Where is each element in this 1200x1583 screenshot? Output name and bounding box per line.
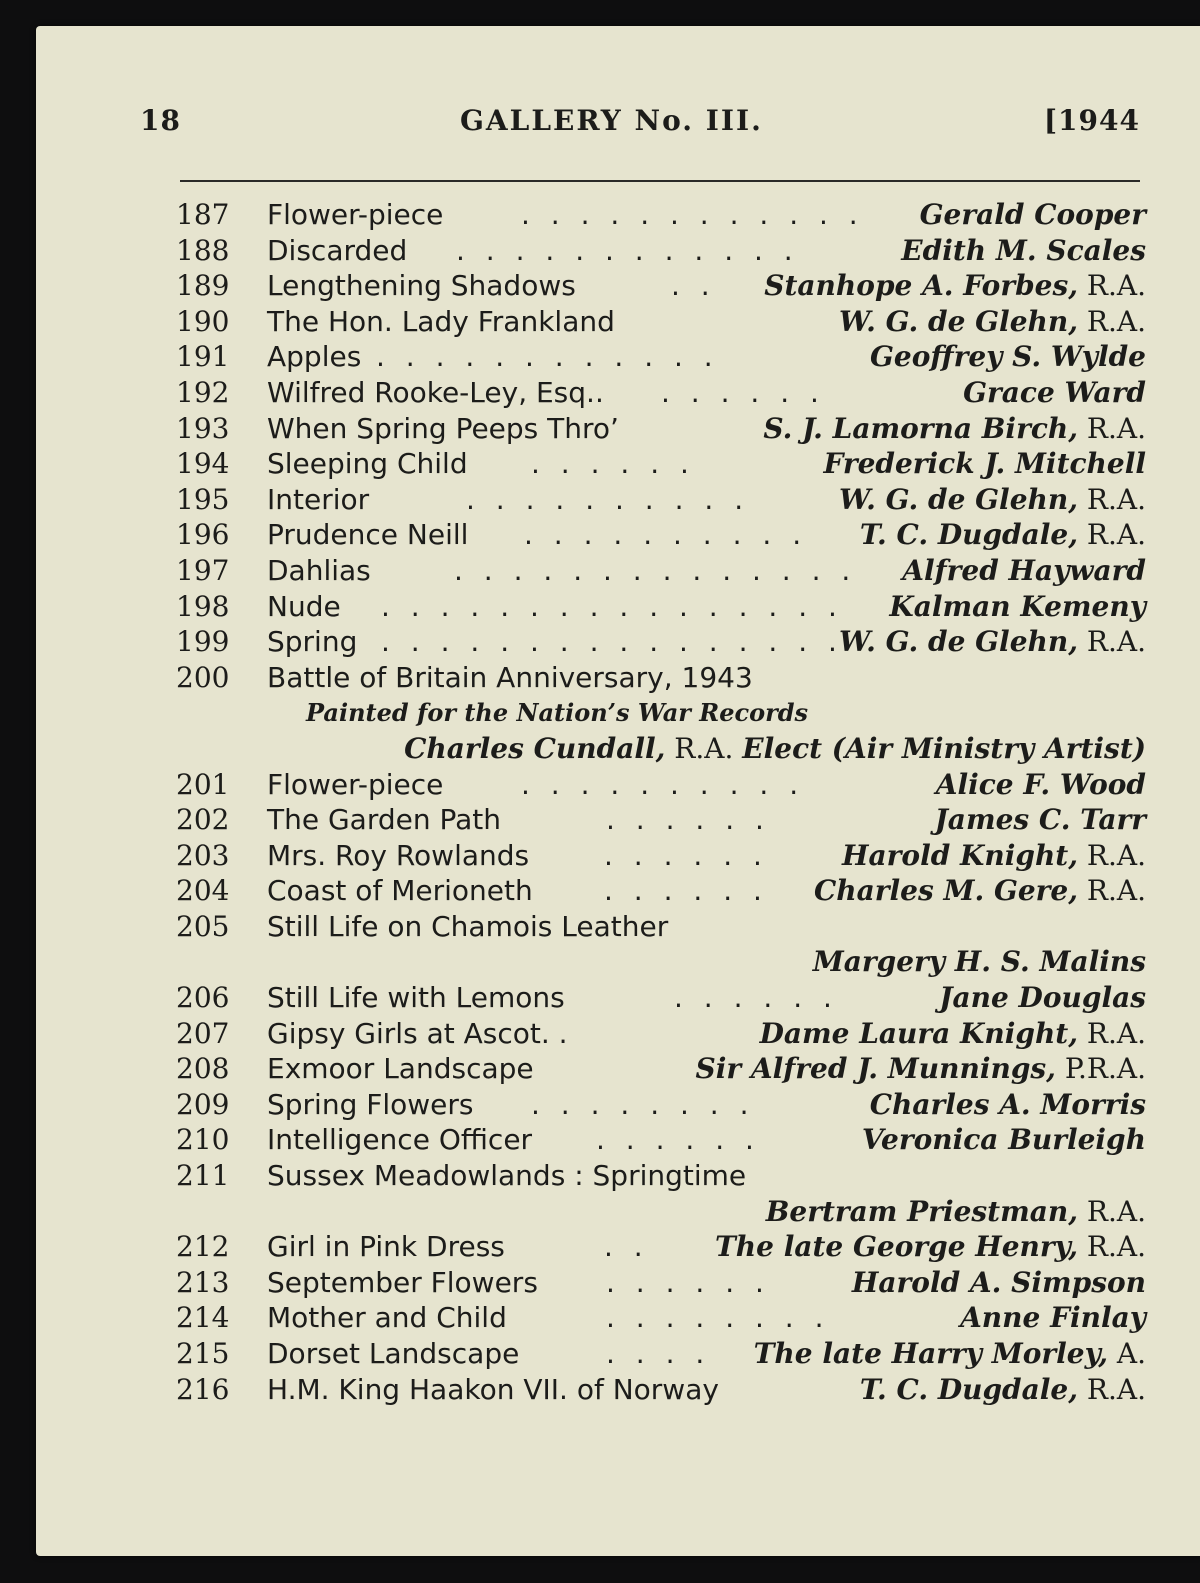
artist-name: Grace Ward xyxy=(963,375,1146,409)
catalogue-entry xyxy=(176,268,1146,304)
artist-name: Veronica Burleigh xyxy=(861,1123,1146,1157)
catalogue-entry xyxy=(176,1016,1146,1052)
entry-artist xyxy=(870,339,1146,375)
entry-number: 199 xyxy=(176,625,230,659)
catalogue-entry xyxy=(176,1265,1146,1301)
entry-number: 210 xyxy=(176,1123,230,1157)
entry-number: 214 xyxy=(176,1301,230,1335)
leader-dots: . . . . . . . . xyxy=(531,1087,755,1121)
artist-name: Edith M. Scales xyxy=(901,233,1146,267)
artist-name: Harold A. Simpson xyxy=(851,1265,1146,1299)
entry-number: 206 xyxy=(176,981,230,1015)
leader-dots: . . . . . . xyxy=(674,981,838,1015)
entry-number: 191 xyxy=(176,340,230,374)
artist-name: Harold Knight, xyxy=(842,838,1078,872)
entry-title: Girl in Pink Dress xyxy=(267,1230,505,1264)
entry-title: Lengthening Shadows xyxy=(267,269,576,303)
entry-title: The Garden Path xyxy=(267,803,502,837)
entry-title: Still Life with Lemons xyxy=(267,981,565,1015)
leader-dots: . . xyxy=(604,1230,649,1264)
artist-honour: R.A. xyxy=(1086,1016,1146,1050)
entry-title: Interior xyxy=(267,482,370,516)
artist-name: S. J. Lamorna Birch, xyxy=(763,411,1078,445)
catalogue-entry xyxy=(176,304,1146,340)
artist-name: Sir Alfred J. Munnings, xyxy=(695,1052,1056,1086)
catalogue-entry xyxy=(176,909,1146,945)
catalogue-entry xyxy=(176,838,1146,874)
entry-number: 196 xyxy=(176,518,230,552)
catalogue-entry xyxy=(176,197,1146,233)
entry-title: Coast of Merioneth xyxy=(267,874,533,908)
catalogue-entry xyxy=(176,802,1146,838)
leader-dots: . . . . . . xyxy=(606,1265,770,1299)
entry-number: 193 xyxy=(176,411,230,445)
artist-name: Margery H. S. Malins xyxy=(812,945,1146,979)
artist-name: Anne Finlay xyxy=(960,1301,1146,1335)
catalogue-entry xyxy=(176,1122,1146,1158)
catalogue-entry xyxy=(176,980,1146,1016)
artist-name: W. G. de Glehn, xyxy=(839,304,1078,338)
entry-number: 198 xyxy=(176,589,230,623)
entry-artist xyxy=(842,838,1146,874)
leader-dots: . . . . . . . . . . xyxy=(521,767,805,801)
catalogue-entry xyxy=(176,411,1146,447)
catalogue-entry xyxy=(176,339,1146,375)
catalogue-entry xyxy=(176,1336,1146,1372)
entry-artist xyxy=(823,446,1146,482)
entry-artist xyxy=(862,1122,1146,1158)
page-year: [1944 xyxy=(1043,104,1140,137)
entry-artist xyxy=(760,1016,1146,1052)
artist-honour: R.A. xyxy=(1086,1372,1146,1406)
catalogue-entry xyxy=(176,624,1146,660)
artist-name: Geoffrey S. Wylde xyxy=(870,340,1146,374)
artist-name: T. C. Dugdale, xyxy=(859,518,1078,552)
entry-title: September Flowers xyxy=(267,1265,538,1299)
catalogue-entry xyxy=(176,1158,1146,1194)
entry-artist xyxy=(764,268,1146,304)
entry-artist xyxy=(963,375,1146,411)
leader-dots: . . . . . . . . . . . . . . . . xyxy=(381,589,843,623)
artist-name: Charles A. Morris xyxy=(869,1087,1146,1121)
entries-list xyxy=(176,197,1146,1407)
catalogue-entry xyxy=(176,873,1146,909)
header-rule xyxy=(180,180,1140,182)
catalogue-entry xyxy=(176,1051,1146,1087)
leader-dots: . . . . . . . . . . xyxy=(524,518,808,552)
artist-name: Gerald Cooper xyxy=(919,198,1146,231)
catalogue-entry xyxy=(176,446,1146,482)
entry-artist xyxy=(889,589,1146,625)
leader-dots: . . . . xyxy=(606,1337,711,1370)
entry-artist xyxy=(766,1194,1146,1230)
artist-name: Dame Laura Knight, xyxy=(759,1016,1078,1050)
artist-name: W. G. de Glehn, xyxy=(839,482,1078,516)
artist-honour: R.A. xyxy=(1086,838,1146,872)
entry-number: 204 xyxy=(176,874,230,908)
entry-title: Intelligence Officer xyxy=(267,1123,533,1157)
leader-dots: . . . . . . . . . . xyxy=(466,482,750,516)
leader-dots: . . . . . . xyxy=(604,874,768,908)
entry-artist xyxy=(839,624,1146,660)
entry-artist xyxy=(852,1265,1146,1301)
leader-dots: . . . . . . xyxy=(596,1123,760,1157)
page-title: GALLERY No. III. xyxy=(460,104,763,137)
entry-artist xyxy=(404,731,1146,767)
catalogue-entry xyxy=(176,375,1146,411)
catalogue-entry xyxy=(176,589,1146,625)
entry-artist xyxy=(839,304,1146,340)
entry-artist xyxy=(920,197,1146,233)
entry-artist xyxy=(935,802,1146,838)
entry-artist xyxy=(754,1336,1146,1372)
entry-number: 208 xyxy=(176,1052,230,1086)
entry-title: Exmoor Landscape xyxy=(267,1052,534,1086)
artist-honour: R.A. xyxy=(1086,1194,1146,1228)
entry-number: 195 xyxy=(176,482,230,516)
entry-title: Spring xyxy=(267,625,358,659)
leader-dots: . . . . . . xyxy=(606,803,770,837)
catalogue-entry xyxy=(176,517,1146,553)
artist-honour: R.A. xyxy=(1086,269,1146,303)
artist-name: Alice F. Wood xyxy=(935,767,1146,801)
page-number: 18 xyxy=(140,104,181,137)
artist-name: Charles M. Gere, xyxy=(813,874,1078,908)
entry-number: 190 xyxy=(176,304,230,338)
entry-artist xyxy=(696,1051,1146,1087)
entry-number: 213 xyxy=(176,1265,230,1299)
artist-name: Bertram Priestman, xyxy=(765,1194,1078,1228)
entry-number: 188 xyxy=(176,233,230,267)
entry-note: Painted for the Nation’s War Records xyxy=(306,698,809,728)
entry-artist xyxy=(814,873,1146,909)
artist-name: T. C. Dugdale, xyxy=(859,1372,1078,1406)
entry-title: Sussex Meadowlands : Springtime xyxy=(267,1159,747,1193)
leader-dots: . . . . . . . . . . . . xyxy=(521,198,864,231)
artist-honour: R.A. xyxy=(1086,411,1146,445)
entry-title: Dorset Landscape xyxy=(267,1337,520,1370)
entry-title: Dahlias xyxy=(267,553,371,587)
entry-artist xyxy=(960,1300,1146,1336)
leader-dots: . . . . . . xyxy=(604,838,768,872)
artist-name: W. G. de Glehn, xyxy=(839,625,1078,659)
entry-number: 201 xyxy=(176,767,230,801)
entry-artist xyxy=(939,980,1146,1016)
entry-number: 216 xyxy=(176,1372,230,1406)
artist-honour: R.A. xyxy=(1086,625,1146,659)
entry-title: When Spring Peeps Thro’ xyxy=(267,411,619,445)
artist-honour: R.A. xyxy=(1086,874,1146,908)
leader-dots: . . . . . . . . . . . . . . . . xyxy=(381,625,843,659)
entry-title: Flower-piece xyxy=(267,767,444,801)
entry-title: Flower-piece xyxy=(267,198,444,231)
entry-artist xyxy=(860,1372,1146,1408)
catalogue-entry xyxy=(176,1300,1146,1336)
entry-artist xyxy=(715,1229,1146,1265)
catalogue-entry xyxy=(176,944,1146,980)
entry-number: 211 xyxy=(176,1159,230,1193)
entry-number: 202 xyxy=(176,803,230,837)
entry-number: 192 xyxy=(176,375,230,409)
artist-name: Alfred Hayward xyxy=(902,553,1146,587)
artist-honour: A. xyxy=(1116,1337,1146,1370)
entry-number: 209 xyxy=(176,1087,230,1121)
entry-number: 189 xyxy=(176,269,230,303)
leader-dots: . . . . . . xyxy=(661,375,825,409)
entry-number: 194 xyxy=(176,447,230,481)
entry-artist xyxy=(936,767,1146,803)
entry-artist xyxy=(860,517,1146,553)
artist-name: Jane Douglas xyxy=(939,981,1146,1015)
artist-name: The late Harry Morley, xyxy=(753,1337,1108,1370)
entry-title: The Hon. Lady Frankland xyxy=(267,304,615,338)
artist-honour: R.A. xyxy=(1086,482,1146,516)
entry-title: Still Life on Chamois Leather xyxy=(267,909,669,943)
catalogue-entry xyxy=(176,767,1146,803)
entry-number: 212 xyxy=(176,1230,230,1264)
catalogue-entry xyxy=(176,1087,1146,1123)
page-header xyxy=(140,104,1140,144)
artist-honour: R.A. xyxy=(1086,1230,1146,1264)
entry-title: Prudence Neill xyxy=(267,518,469,552)
entry-artist xyxy=(902,553,1146,589)
entry-title: Sleeping Child xyxy=(267,447,468,481)
leader-dots: . . . . . . . . . . . . xyxy=(376,340,719,374)
entry-artist xyxy=(839,482,1146,518)
artist-name: The late George Henry, xyxy=(714,1230,1078,1264)
entry-title: Battle of Britain Anniversary, 1943 xyxy=(267,660,753,694)
entry-title: H.M. King Haakon VII. of Norway xyxy=(267,1372,719,1406)
artist-name: Stanhope A. Forbes, xyxy=(764,269,1078,303)
entry-artist xyxy=(870,1087,1146,1123)
entry-number: 187 xyxy=(176,198,230,231)
artist-name: Frederick J. Mitchell xyxy=(823,447,1146,481)
entry-number: 200 xyxy=(176,660,230,694)
entry-title: Mother and Child xyxy=(267,1301,507,1335)
entry-number: 207 xyxy=(176,1016,230,1050)
entry-artist xyxy=(763,411,1146,447)
entry-number: 203 xyxy=(176,838,230,872)
catalogue-entry xyxy=(176,1194,1146,1230)
entry-number: 197 xyxy=(176,553,230,587)
leader-dots: . . . . . . xyxy=(531,447,695,481)
entry-artist xyxy=(813,944,1146,980)
leader-dots: . . . . . . . . xyxy=(606,1301,830,1335)
leader-dots: . . . . . . . . . . . . xyxy=(456,233,799,267)
artist-note: Elect (Air Ministry Artist) xyxy=(742,731,1146,765)
entry-title: Wilfred Rooke-Ley, Esq.. xyxy=(267,375,604,409)
artist-name: Kalman Kemeny xyxy=(889,589,1146,623)
entry-artist xyxy=(901,233,1146,269)
entry-title: Discarded xyxy=(267,233,408,267)
entry-title: Gipsy Girls at Ascot. . xyxy=(267,1016,568,1050)
artist-honour: R.A. xyxy=(1086,304,1146,338)
entry-title: Mrs. Roy Rowlands xyxy=(267,838,530,872)
entry-number: 205 xyxy=(176,909,230,943)
entry-title: Apples xyxy=(267,340,362,374)
catalogue-entry xyxy=(176,660,1146,696)
leader-dots: . . . . . . . . . . . . . . xyxy=(454,553,857,587)
leader-dots: . . xyxy=(671,269,716,303)
entry-title: Nude xyxy=(267,589,341,623)
artist-honour: R.A. xyxy=(1086,518,1146,552)
catalogue-entry xyxy=(176,1229,1146,1265)
catalogue-entry xyxy=(176,731,1146,767)
catalogue-entry xyxy=(176,1372,1146,1408)
catalogue-entry xyxy=(176,482,1146,518)
catalogue-entry xyxy=(176,553,1146,589)
artist-honour: R.A. xyxy=(674,731,734,765)
catalogue-entry xyxy=(176,233,1146,269)
entry-number: 215 xyxy=(176,1337,230,1370)
artist-name: James C. Tarr xyxy=(934,803,1146,837)
artist-name: Charles Cundall, xyxy=(404,731,666,765)
catalogue-entry xyxy=(176,695,1146,731)
entry-title: Spring Flowers xyxy=(267,1087,474,1121)
artist-honour: P.R.A. xyxy=(1064,1052,1146,1086)
